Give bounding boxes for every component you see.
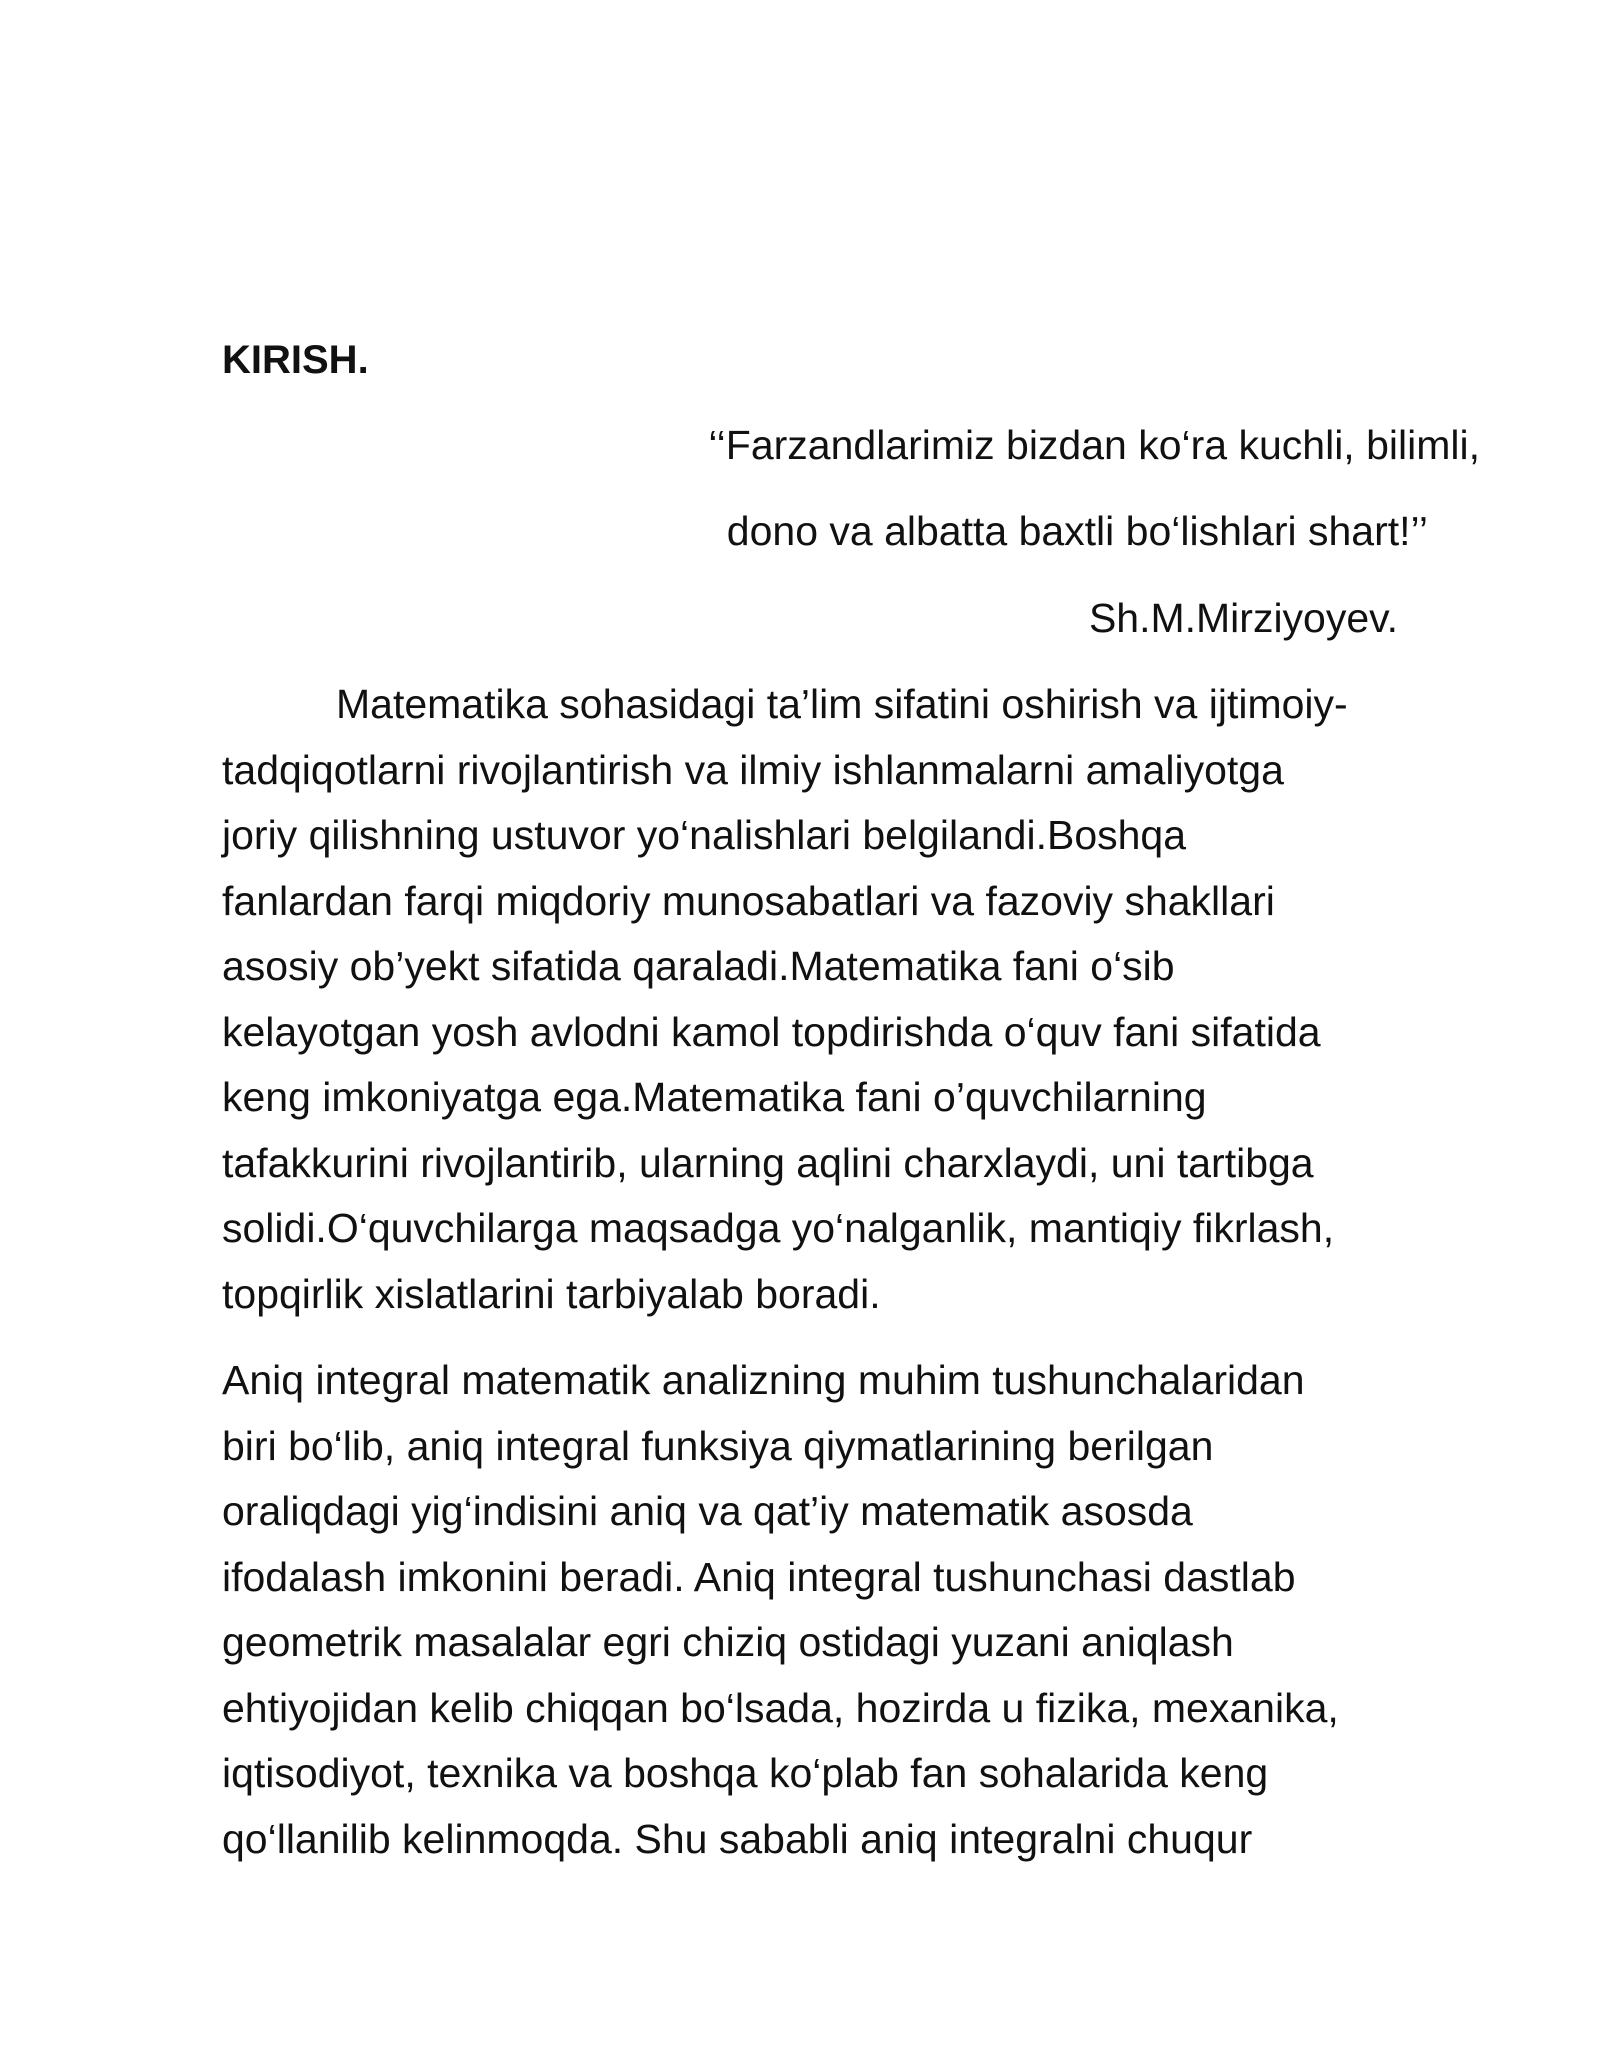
paragraph-line: asosiy ob’yekt sifatida qaraladi.Matematika fani o‘sib (222, 943, 1175, 989)
paragraph-line: joriy qilishning ustuvor yo‘nalishlari belgilandi.Boshqa (222, 812, 1187, 858)
paragraph-line: ifodalash imkonini beradi. Aniq integral tushunchasi dastlab (222, 1553, 1296, 1600)
paragraph-line: fanlardan farqi miqdoriy munosabatlari va fazoviy shakllari (222, 877, 1275, 924)
paragraph-line: oraliqdagi yig‘indisini aniq va qat’iy matematik asosda (222, 1488, 1193, 1534)
paragraph-line: tadqiqotlarni rivojlantirish va ilmiy ishlanmalarni amaliyotga (222, 746, 1284, 793)
epigraph-line-1: ‘‘Farzandlarimiz bizdan ko‘ra kuchli, bilimli, (708, 422, 1480, 468)
paragraph-line: keng imkoniyatga ega.Matematika fani o’quvchilarning (222, 1074, 1207, 1120)
paragraph-line: Aniq integral matematik analizning muhim tushunchalaridan (222, 1357, 1305, 1403)
paragraph-line: Matematika sohasidagi ta’lim sifatini oshirish va ijtimoiy- (336, 681, 1348, 727)
paragraph-integral (222, 1348, 1482, 1872)
paragraph-line: topqirlik xislatlarini tarbiyalab boradi. (222, 1270, 881, 1317)
paragraph-line: qo‘llanilib kelinmoqda. Shu sababli aniq integralni chuqur (222, 1815, 1253, 1862)
paragraph-line: geometrik masalalar egri chiziq ostidagi yuzani aniqlash (222, 1619, 1234, 1665)
paragraph-line: biri bo‘lib, aniq integral funksiya qiymatlarining berilgan (222, 1422, 1214, 1469)
section-heading: KIRISH. (222, 338, 369, 382)
epigraph-author: Sh.M.Mirziyoyev. (1088, 595, 1398, 641)
paragraph-line: iqtisodiyot, texnika va boshqa ko‘plab fan sohalarida keng (222, 1750, 1269, 1796)
paragraph-line: solidi.O‘quvchilarga maqsadga yo‘nalganlik, mantiqiy fikrlash, (222, 1205, 1335, 1251)
paragraph-line: kelayotgan yosh avlodni kamol topdirishda o‘quv fani sifatida (222, 1008, 1321, 1055)
paragraph-line: tafakkurini rivojlantirib, ularning aqlini charxlaydi, uni tartibga (222, 1139, 1314, 1186)
paragraph-line: ehtiyojidan kelib chiqqan bo‘lsada, hozirda u fizika, mexanika, (222, 1684, 1339, 1731)
paragraph-intro (222, 672, 1482, 1327)
epigraph-line-2: dono va albatta baxtli bo‘lishlari shart!’’ (726, 508, 1428, 554)
